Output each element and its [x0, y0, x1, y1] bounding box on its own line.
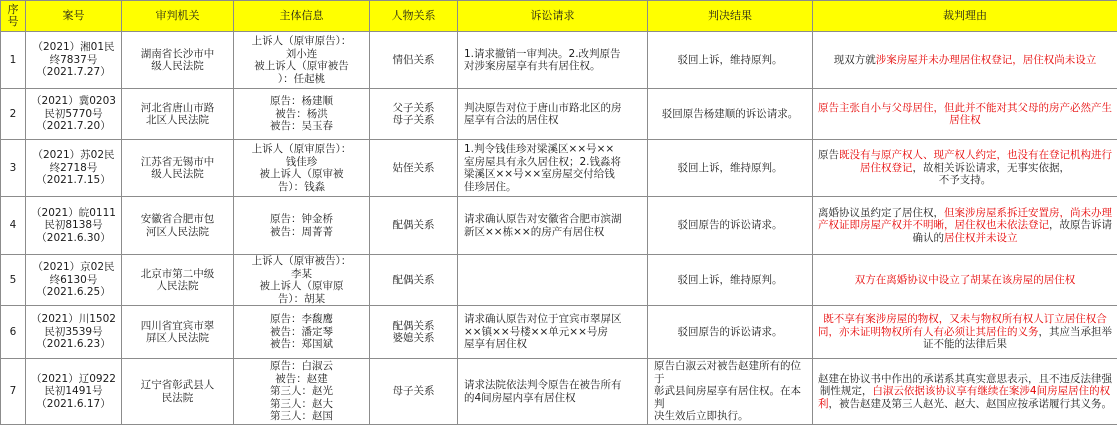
cell-parties: 上诉人（原审被告）： 李某 被上诉人（原审原 告）：胡某 — [234, 255, 370, 306]
header-parties: 主体信息 — [234, 1, 370, 32]
cell-reason — [813, 255, 1117, 306]
cell-result: 驳回上诉，维持原判。 — [648, 140, 813, 197]
cell-case: （2021）湘01民 终7837号 （2021.7.27） — [26, 32, 122, 89]
cell-relation: 姑侄关系 — [370, 140, 458, 197]
table-row — [1, 255, 1117, 306]
reason-segment: 既不享有案涉房屋的物权，又未与物权所有权人订立居住权合同，亦未证明物权所有人有必须让其居住的义务 — [818, 313, 1107, 338]
table-row — [1, 359, 1117, 425]
reason-segment: 现双方就 — [833, 53, 876, 66]
cell-parties: 原告：钟金桥 被告：周菁菁 — [234, 197, 370, 255]
cell-case: （2021）皖0111 民初8138号 （2021.6.30） — [26, 197, 122, 255]
reason-segment: ，其应当承担举证不能的法律后果 — [923, 325, 1112, 351]
cell-result: 驳回原告的诉讼请求。 — [648, 306, 813, 359]
cell-court: 河北省唐山市路 北区人民法院 — [122, 89, 234, 140]
header-relation: 人物关系 — [370, 1, 458, 32]
reason-segment: 原告 — [818, 149, 839, 162]
cell-result: 驳回上诉，维持原判。 — [648, 32, 813, 89]
cell-reason — [813, 197, 1117, 255]
cell-parties: 原告：李馥鹰 被告：潘定琴 被告：郑国斌 — [234, 306, 370, 359]
cell-court: 四川省宜宾市翠 屏区人民法院 — [122, 306, 234, 359]
cell-no: 1 — [1, 32, 26, 89]
cell-case: （2021）冀0203 民初5770号 （2021.7.20） — [26, 89, 122, 140]
cell-result: 驳回原告杨建顺的诉讼请求。 — [648, 89, 813, 140]
header-row — [1, 1, 1117, 32]
table-row — [1, 32, 1117, 89]
cell-no: 4 — [1, 197, 26, 255]
cell-case: （2021）苏02民 终2718号 （2021.7.15） — [26, 140, 122, 197]
reason-segment: 既没有与原产权人、现产权人约定，也没有在登记机构进行居住权登记 — [839, 149, 1112, 174]
cell-reason — [813, 140, 1117, 197]
reason-segment: 但案涉房屋系拆迁安置房，尚未办理产权证即房屋产权并不明晰，居住权也未依法登记 — [818, 206, 1112, 232]
reason-segment: 居住权并未设立 — [944, 231, 1018, 244]
header-case: 案号 — [26, 1, 122, 32]
cell-reason — [813, 306, 1117, 359]
cell-no: 7 — [1, 359, 26, 425]
cell-relation: 情侣关系 — [370, 32, 458, 89]
reason-segment: ，被告赵建及第三人赵光、赵大、赵国应按承诺履行其义务。 — [828, 397, 1112, 410]
cell-relation: 配偶关系 婆媳关系 — [370, 306, 458, 359]
reason-segment: ，故原告诉请确认的 — [912, 219, 1112, 244]
cell-court: 安徽省合肥市包 河区人民法院 — [122, 197, 234, 255]
reason-segment: 双方在离婚协议中设立了胡某在该房屋的居住权 — [854, 273, 1076, 286]
cell-court: 江苏省无锡市中 级人民法院 — [122, 140, 234, 197]
header-no: 序号 — [1, 1, 26, 32]
cell-reason — [813, 89, 1117, 140]
table-row — [1, 197, 1117, 255]
header-court: 审判机关 — [122, 1, 234, 32]
reason-segment: ，故相关诉讼请求，无事实依据， 不予支持。 — [912, 161, 1070, 187]
cell-case: （2021）川1502 民初3539号 （2021.6.23） — [26, 306, 122, 359]
cell-court: 北京市第二中级 人民法院 — [122, 255, 234, 306]
reason-segment: 涉案房屋并未办理居住权登记，居住权尚未设立 — [875, 53, 1097, 66]
table-row — [1, 306, 1117, 359]
reason-segment: 原告主张自小与父母居住，但此并不能对其父母的房产必然产生居住权 — [818, 101, 1112, 126]
cell-court: 辽宁省彰武县人 民法院 — [122, 359, 234, 425]
cell-parties: 上诉人（原审原告）： 刘小连 被上诉人（原审被告 ）：任起桃 — [234, 32, 370, 89]
cell-no: 3 — [1, 140, 26, 197]
cell-result: 驳回原告的诉讼请求。 — [648, 197, 813, 255]
table-row — [1, 89, 1117, 140]
cell-relation: 母子关系 — [370, 359, 458, 425]
cell-result: 驳回上诉，维持原判。 — [648, 255, 813, 306]
cell-parties: 上诉人（原审原告）： 钱佳珍 被上诉人（原审被 告）：钱淼 — [234, 140, 370, 197]
cell-reason — [813, 359, 1117, 425]
cell-no: 2 — [1, 89, 26, 140]
cell-reason — [813, 32, 1117, 89]
cell-claim — [458, 255, 648, 306]
cell-no: 6 — [1, 306, 26, 359]
header-claim: 诉讼请求 — [458, 1, 648, 32]
cell-claim: 判决原告对位于唐山市路北区的房 屋享有合法的居住权 — [458, 89, 648, 140]
cell-relation: 父子关系 母子关系 — [370, 89, 458, 140]
cell-parties: 原告：白淑云 被告：赵建 第三人：赵光 第三人：赵大 第三人：赵国 — [234, 359, 370, 425]
cell-parties: 原告：杨建顺 被告：杨洪 被告：吴玉春 — [234, 89, 370, 140]
cell-claim: 请求法院依法判令原告在被告所有 的4间房屋内享有居住权 — [458, 359, 648, 425]
cell-case: （2021）京02民 终6130号 （2021.6.25） — [26, 255, 122, 306]
cell-no: 5 — [1, 255, 26, 306]
cell-claim: 1.请求撤销一审判决。2.改判原告 对涉案房屋享有共有居住权。 — [458, 32, 648, 89]
cell-result: 原告白淑云对被告赵建所有的位于 彰武县间房屋享有居住权。在本判 决生效后立即执行。 — [648, 359, 813, 425]
header-reason: 裁判理由 — [813, 1, 1117, 32]
cell-claim: 1.判令钱佳珍对梁溪区××号×× 室房屋具有永久居住权；2.钱淼将 梁溪区××号××室房屋交付给钱 佳珍居住。 — [458, 140, 648, 197]
cell-case: （2021）辽0922 民初1491号 （2021.6.17） — [26, 359, 122, 425]
reason-segment: 赵建在协议书中作出的承诺系其真实意思表示，且不违反法律强制性规定， — [818, 372, 1112, 398]
cell-court: 湖南省长沙市中 级人民法院 — [122, 32, 234, 89]
header-result: 判决结果 — [648, 1, 813, 32]
cell-relation: 配偶关系 — [370, 197, 458, 255]
cell-claim: 请求确认原告对位于宜宾市翠屏区 ××镇××号楼××单元××号房 屋享有居住权 — [458, 306, 648, 359]
cell-claim: 请求确认原告对安徽省合肥市滨湖 新区××栋××的房产有居住权 — [458, 197, 648, 255]
reason-segment: 离婚协议虽约定了居住权， — [818, 206, 944, 219]
table-row — [1, 140, 1117, 197]
reason-segment: 白淑云依据该协议享有继续在案涉4间房屋居住的权利 — [818, 385, 1111, 410]
cell-relation: 配偶关系 — [370, 255, 458, 306]
